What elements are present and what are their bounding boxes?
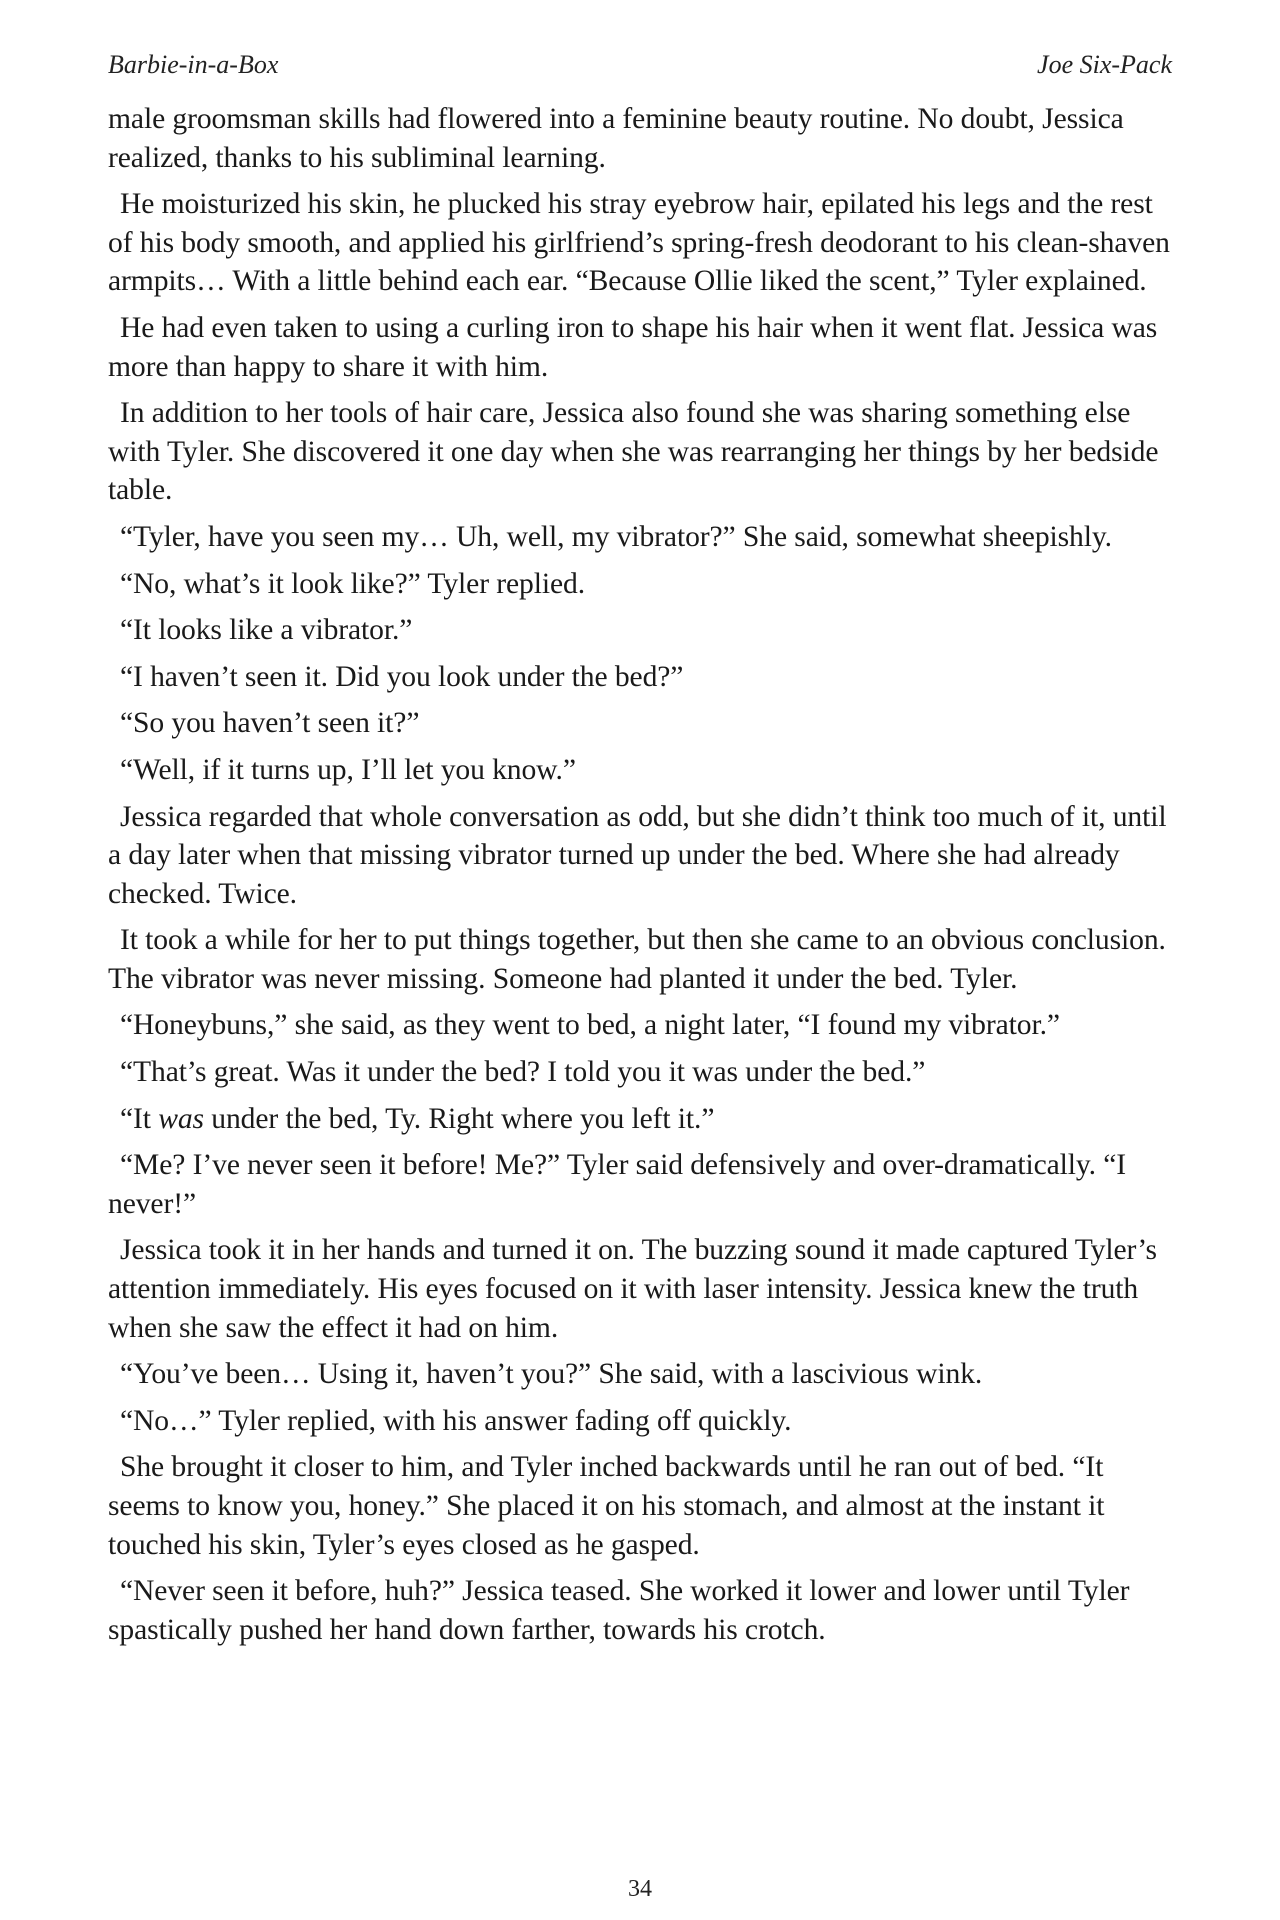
paragraph: “I haven’t seen it. Did you look under the bed?” (120, 660, 684, 693)
paragraph-text: “It (120, 1102, 159, 1135)
paragraph: He moisturized his skin, he plucked his stray eyebrow hair, epilated his legs and the rest of his body smooth, and applied his girlfriend’s spring-fresh deodorant to his clean-shaven armpits… With a little behind each ear. “Because Ollie liked the scent,” Tyler explained. (108, 188, 1170, 298)
paragraph: “Never seen it before, huh?” Jessica teased. She worked it lower and lower until Tyler spastically pushed her hand down farther, towards his crotch. (108, 1575, 1130, 1646)
paragraph: It took a while for her to put things together, but then she came to an obvious conclusion. The vibrator was never missing. Someone had planted it under the bed. Tyler. (108, 924, 1166, 995)
paragraph: “Me? I’ve never seen it before! Me?” Tyler said defensively and over-dramatically. “I never!” (108, 1149, 1127, 1220)
paragraph: “No, what’s it look like?” Tyler replied. (120, 567, 586, 600)
paragraph: “Honeybuns,” she said, as they went to bed, a night later, “I found my vibrator.” (120, 1009, 1060, 1042)
paragraph: She brought it closer to him, and Tyler inched backwards until he ran out of bed. “It seems to know you, honey.” She placed it on his stomach, and almost at the instant it touched his skin, Tyler’s eyes closed as he gasped. (108, 1451, 1105, 1561)
paragraph: “Tyler, have you seen my… Uh, well, my vibrator?” She said, somewhat sheepishly. (120, 520, 1112, 553)
paragraph: In addition to her tools of hair care, Jessica also found she was sharing something else with Tyler. She discovered it one day when she was rearranging her things by her bedside table. (108, 397, 1159, 507)
paragraph: He had even taken to using a curling iron to shape his hair when it went flat. Jessica was more than happy to share it with him. (108, 311, 1158, 383)
header-chapter-title: Joe Six-Pack (1037, 50, 1172, 79)
paragraph: “So you haven’t seen it?” (120, 707, 420, 740)
running-header (108, 50, 1172, 82)
paragraph: “No…” Tyler replied, with his answer fading off quickly. (120, 1404, 792, 1437)
paragraph-text: under the bed, Ty. Right where you left it.” (203, 1102, 715, 1135)
paragraph: “Well, if it turns up, I’ll let you know.” (120, 753, 576, 786)
paragraph: Jessica regarded that whole conversation as odd, but she didn’t think too much of it, until a day later when that missing vibrator turned up under the bed. Where she had already checked. Twice. (108, 800, 1167, 910)
body-text (108, 100, 1174, 1657)
page-number: 34 (628, 1876, 652, 1902)
paragraph: male groomsman skills had flowered into a feminine beauty routine. No doubt, Jessica realized, thanks to his subliminal learning. (108, 103, 1124, 174)
paragraph: Jessica took it in her hands and turned it on. The buzzing sound it made captured Tyler’s attention immediately. His eyes focused on it with laser intensity. Jessica knew the truth when she saw the effect it had on him. (108, 1234, 1157, 1344)
paragraph: “You’ve been… Using it, haven’t you?” She said, with a lascivious wink. (120, 1358, 983, 1391)
header-book-title: Barbie-in-a-Box (108, 50, 279, 79)
paragraph: “That’s great. Was it under the bed? I told you it was under the bed.” (120, 1056, 926, 1089)
paragraph (108, 1100, 1174, 1139)
paragraph: “It looks like a vibrator.” (120, 614, 413, 647)
emphasis: was (158, 1102, 204, 1135)
